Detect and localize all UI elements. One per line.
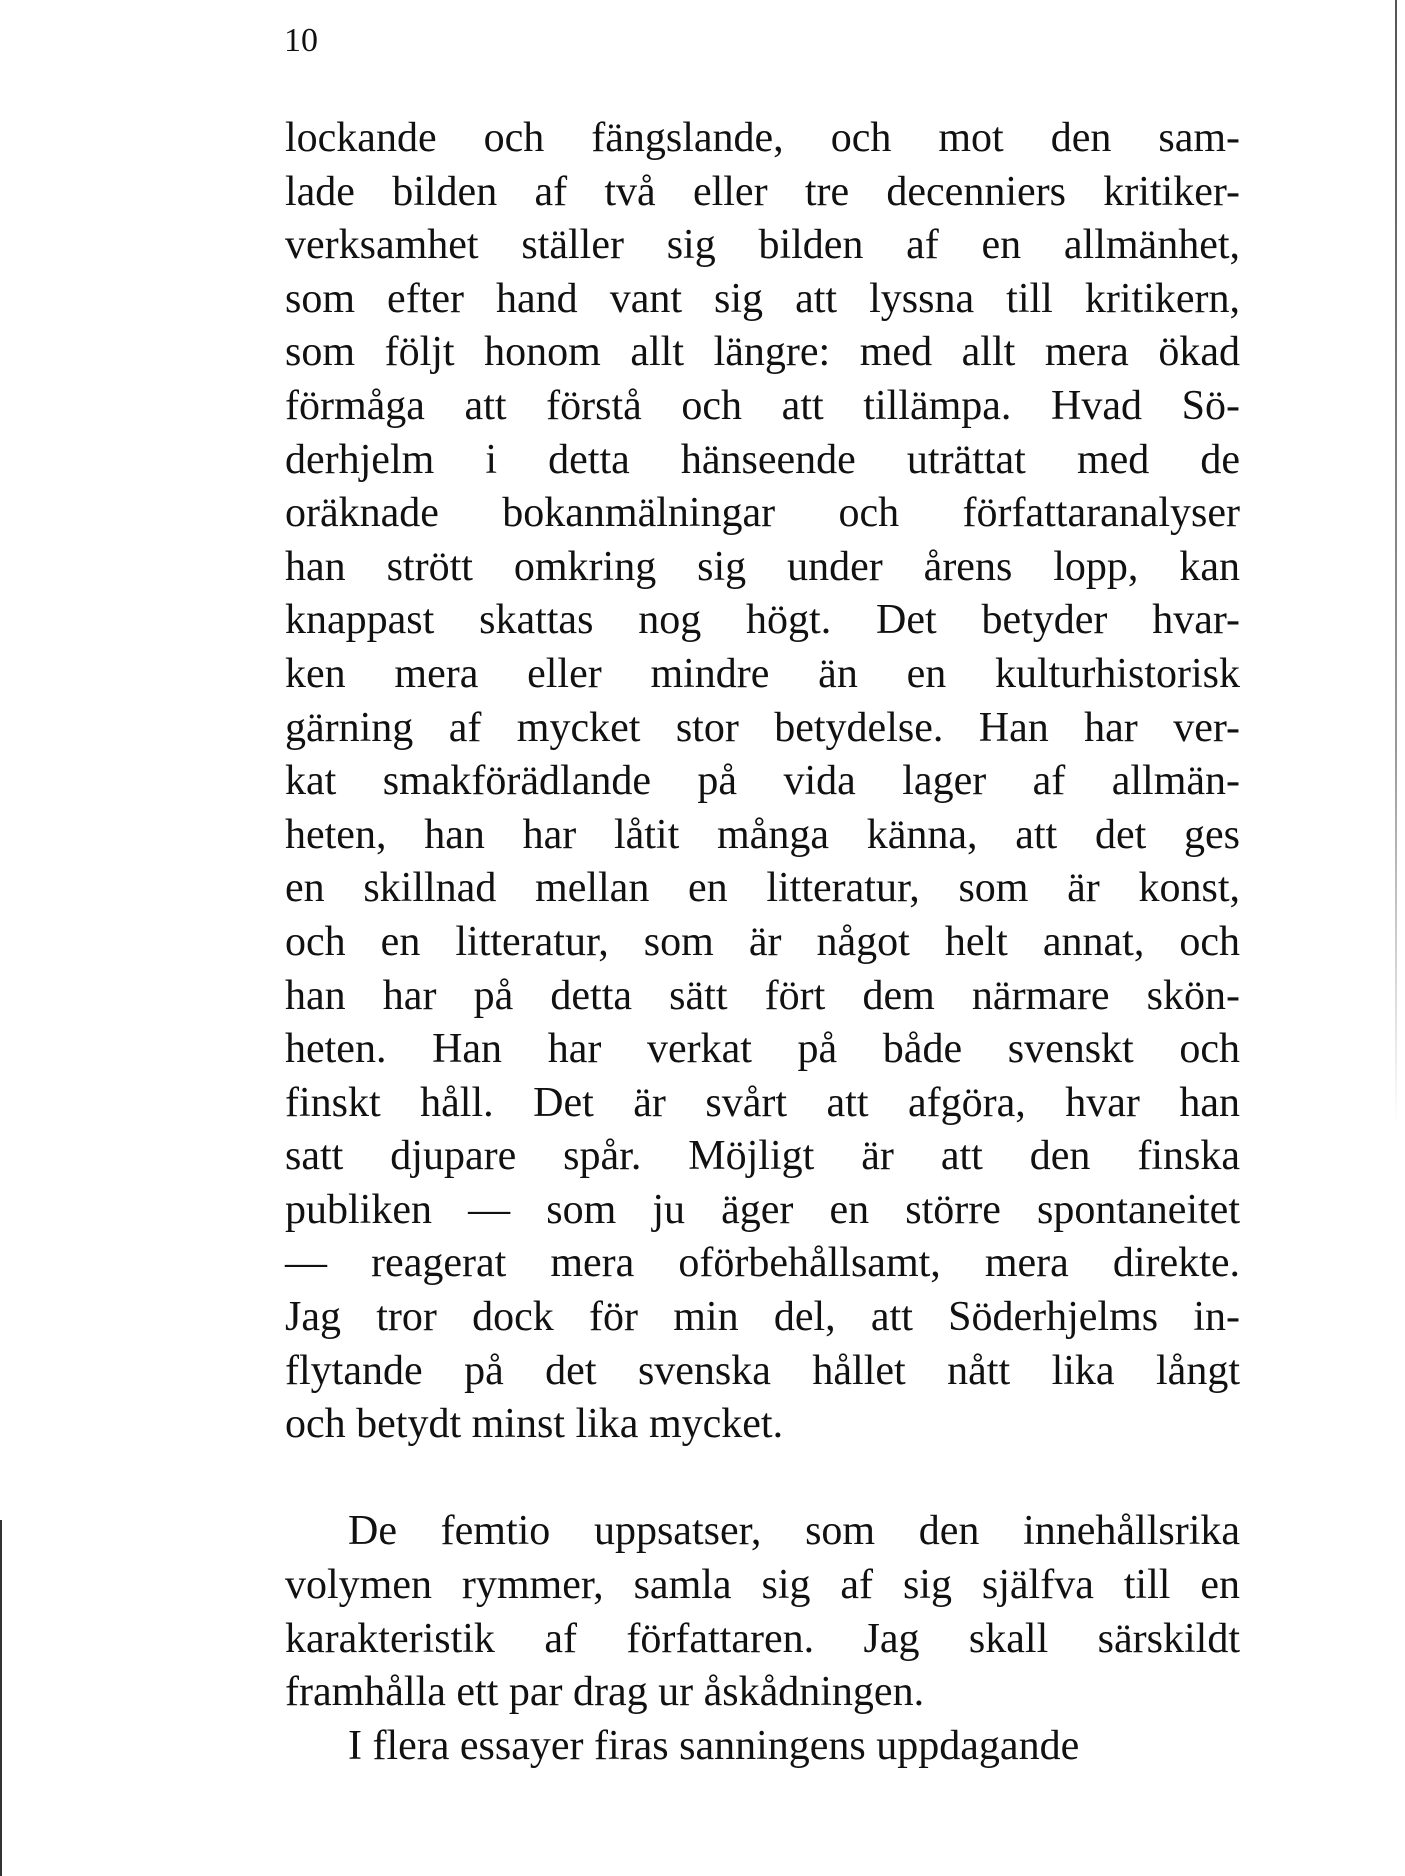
text-line: som efter hand vant sig att lyssna till kritikern, — [285, 275, 1240, 322]
text-line: satt djupare spår. Möjligt är att den finska — [285, 1133, 1240, 1180]
text-line: heten, han har låtit många känna, att det ges — [285, 811, 1240, 858]
text-line: De femtio uppsatser, som den innehållsrika — [348, 1508, 1240, 1555]
paragraph — [285, 1720, 1240, 1774]
page-number: 10 — [284, 22, 318, 59]
text-line: en skillnad mellan en litteratur, som är konst, — [285, 865, 1240, 912]
text-line: han har på detta sätt fört dem närmare skön- — [285, 972, 1240, 1019]
text-line: I flera essayer firas sanningens uppdagande — [348, 1722, 1080, 1769]
text-line: ken mera eller mindre än en kulturhistorisk — [285, 650, 1240, 697]
text-line: kat smakförädlande på vida lager af allmän- — [285, 758, 1240, 805]
text-line: lade bilden af två eller tre decenniers kritiker- — [285, 168, 1240, 215]
text-line: gärning af mycket stor betydelse. Han har ver- — [285, 704, 1240, 751]
text-line: publiken — som ju äger en större spontaneitet — [285, 1186, 1240, 1233]
text-line: han strött omkring sig under årens lopp, kan — [285, 543, 1240, 590]
text-line: förmåga att förstå och att tillämpa. Hvad Sö- — [285, 382, 1240, 429]
text-line: framhålla ett par drag ur åskådningen. — [285, 1669, 925, 1716]
paragraph — [285, 1505, 1240, 1719]
text-line: — reagerat mera oförbehållsamt, mera direkte. — [285, 1240, 1240, 1287]
text-line: lockande och fängslande, och mot den sam- — [285, 115, 1240, 161]
text-line: heten. Han har verkat på både svenskt och — [285, 1026, 1240, 1073]
text-line: och betydt minst lika mycket. — [285, 1401, 784, 1448]
text-line: knappast skattas nog högt. Det betyder hvar- — [285, 597, 1240, 644]
text-line: oräknade bokanmälningar och författaranalyser — [285, 490, 1240, 537]
text-line: flytande på det svenska hållet nått lika långt — [285, 1347, 1240, 1394]
paragraph-gap — [285, 1452, 1240, 1506]
page-edge-shadow-left — [0, 1520, 2, 1876]
text-line: verksamhet ställer sig bilden af en allmänhet, — [285, 222, 1240, 269]
text-line: derhjelm i detta hänseende uträttat med de — [285, 436, 1240, 483]
text-line: och en litteratur, som är något helt annat, och — [285, 918, 1240, 965]
text-line: Jag tror dock för min del, att Söderhjelms in- — [285, 1294, 1240, 1341]
page-edge-shadow — [1395, 0, 1397, 1876]
text-line: som följt honom allt längre: med allt mera ökad — [285, 329, 1240, 376]
body-text — [285, 112, 1240, 1773]
text-line: volymen rymmer, samla sig af sig själfva till en — [285, 1562, 1240, 1609]
text-line: finskt håll. Det är svårt att afgöra, hvar han — [285, 1079, 1240, 1126]
paragraph — [285, 112, 1240, 1452]
text-line: karakteristik af författaren. Jag skall särskildt — [285, 1615, 1240, 1662]
